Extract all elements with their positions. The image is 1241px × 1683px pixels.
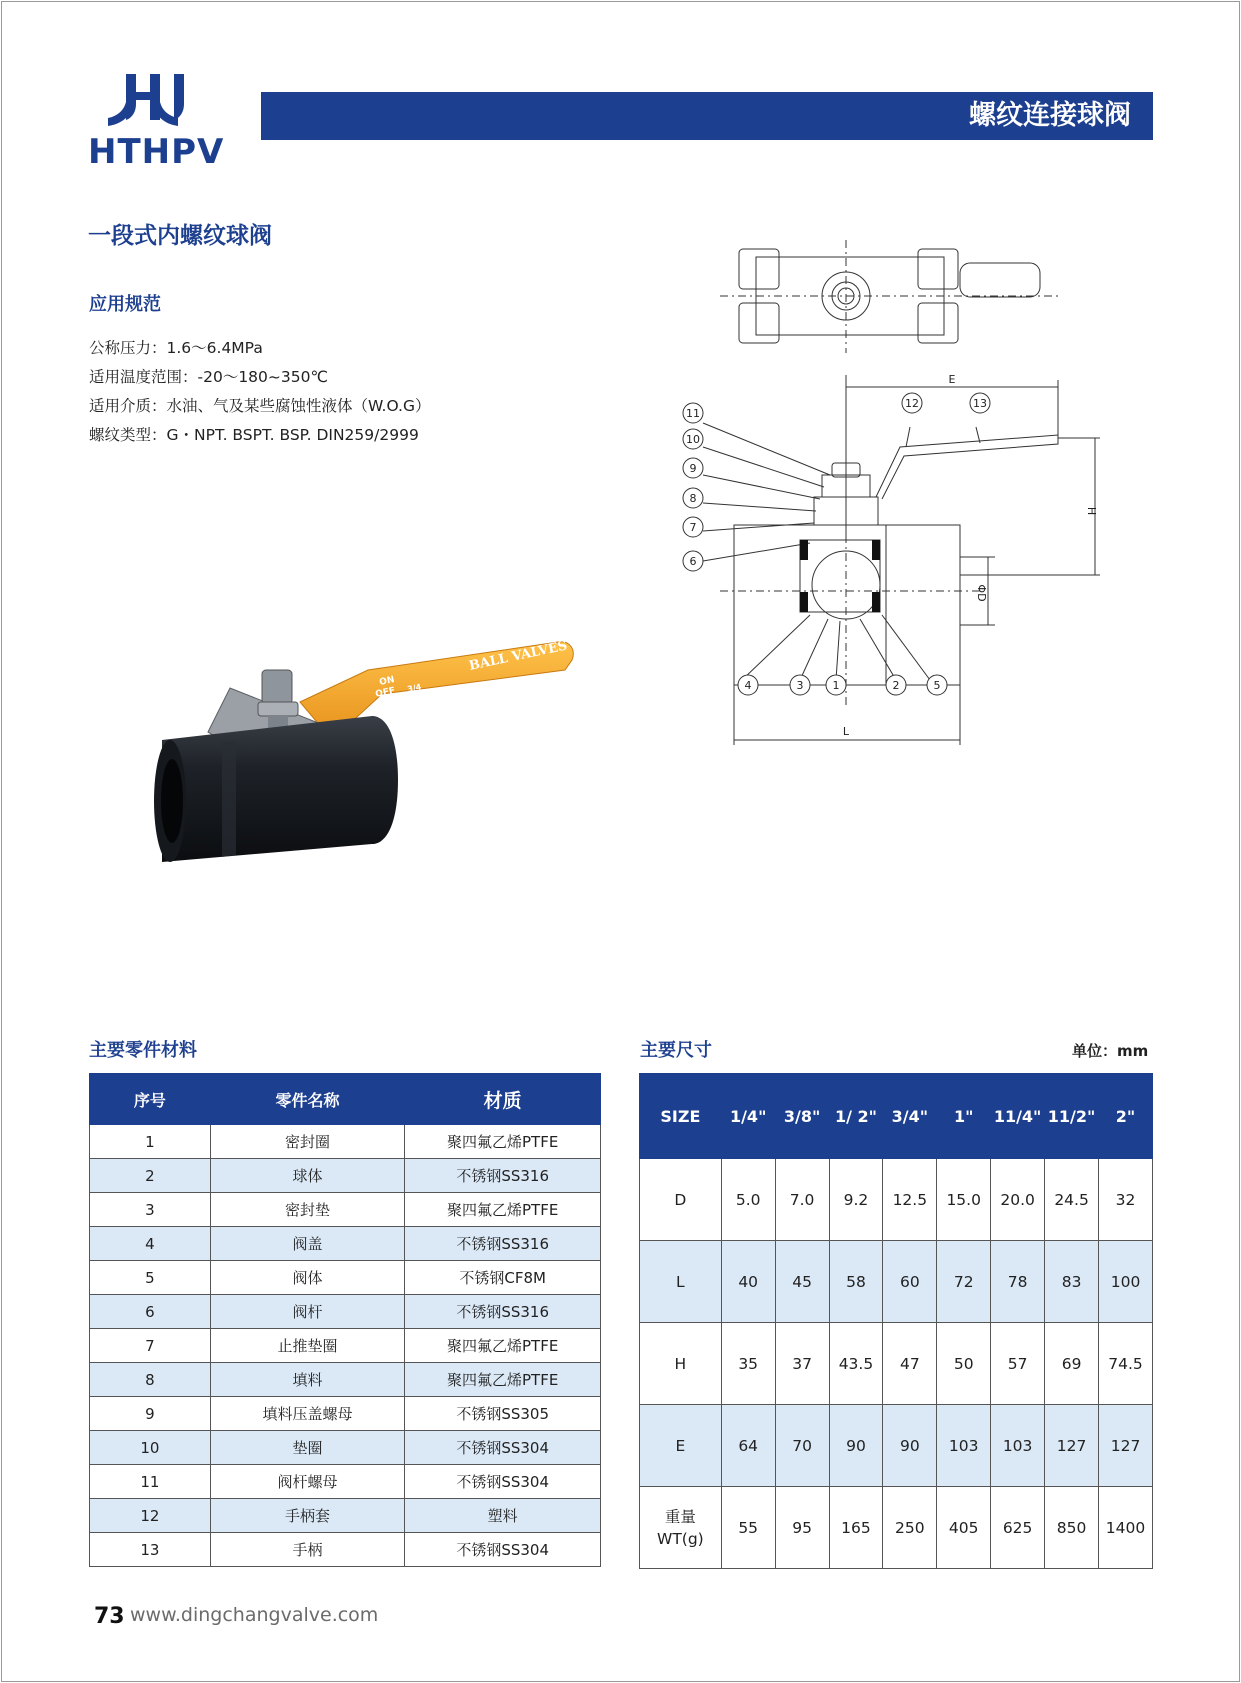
dims-header-col: 1" xyxy=(937,1074,991,1159)
callout-11 xyxy=(683,403,703,423)
spec-temperature: 适用温度范围：-20～180~350℃ xyxy=(89,368,328,386)
callout-9 xyxy=(683,458,703,478)
svg-text:8: 8 xyxy=(689,492,697,505)
dims-header-col: 11/2" xyxy=(1045,1074,1099,1159)
parts-header-material: 材质 xyxy=(405,1074,601,1125)
table-row: 3 密封垫 聚四氟乙烯PTFE xyxy=(90,1193,601,1227)
dim-label-d: ΦD xyxy=(975,584,988,602)
table-row: 2 球体 不锈钢SS316 xyxy=(90,1159,601,1193)
table-row: E 64 70 90 90 103 103 127 127 xyxy=(640,1405,1153,1487)
table-row: 5 阀体 不锈钢CF8M xyxy=(90,1261,601,1295)
svg-text:13: 13 xyxy=(973,397,987,410)
parts-header-name: 零件名称 xyxy=(210,1074,405,1125)
callout-10 xyxy=(683,429,703,449)
handle-mark-size: 3/4 xyxy=(406,682,423,694)
logo-text: HTHPV xyxy=(88,132,225,172)
table-row: 6 阀杆 不锈钢SS316 xyxy=(90,1295,601,1329)
callout-6 xyxy=(683,551,703,571)
svg-text:4: 4 xyxy=(744,679,752,692)
svg-text:1: 1 xyxy=(832,679,840,692)
handle-mark-on: ON xyxy=(378,674,396,688)
dims-header-size: SIZE xyxy=(640,1074,722,1159)
ball-valve-photo xyxy=(150,630,630,930)
svg-text:10: 10 xyxy=(686,433,700,446)
technical-drawing xyxy=(660,235,1110,755)
svg-text:7: 7 xyxy=(689,521,697,534)
dims-heading: 主要尺寸 xyxy=(640,1040,712,1061)
spec-pressure: 公称压力：1.6～6.4MPa xyxy=(89,339,263,357)
dim-label-e: E xyxy=(948,373,956,386)
parts-heading: 主要零件材料 xyxy=(89,1040,197,1061)
dims-header-col: 3/8" xyxy=(775,1074,829,1159)
spec-medium: 适用介质：水油、气及某些腐蚀性液体（W.O.G） xyxy=(89,397,431,415)
table-row: 12 手柄套 塑料 xyxy=(90,1499,601,1533)
dimensions-table xyxy=(639,1073,1153,1569)
website-link[interactable]: www.dingchangvalve.com xyxy=(130,1604,379,1626)
table-row: 4 阀盖 不锈钢SS316 xyxy=(90,1227,601,1261)
page-number: 73 xyxy=(94,1604,125,1629)
callout-3 xyxy=(790,675,810,695)
dims-header-col: 1/ 2" xyxy=(829,1074,883,1159)
svg-text:3: 3 xyxy=(796,679,804,692)
handle-mark-off: OFF xyxy=(374,686,397,700)
dims-header-col: 11/4" xyxy=(991,1074,1045,1159)
table-row: L 40 45 58 60 72 78 83 100 xyxy=(640,1241,1153,1323)
dims-header-col: 1/4" xyxy=(721,1074,775,1159)
category-banner: 螺纹连接球阀 xyxy=(261,92,1153,140)
table-row: 8 填料 聚四氟乙烯PTFE xyxy=(90,1363,601,1397)
callout-1 xyxy=(826,675,846,695)
table-row: H 35 37 43.5 47 50 57 69 74.5 xyxy=(640,1323,1153,1405)
callout-12 xyxy=(902,393,922,413)
callout-7 xyxy=(683,517,703,537)
table-row: 11 阀杆螺母 不锈钢SS304 xyxy=(90,1465,601,1499)
table-row: 重量 WT(g) 55 95 165 250 405 625 850 1400 xyxy=(640,1487,1153,1569)
weight-label: 重量 xyxy=(664,1507,696,1526)
table-row: D 5.0 7.0 9.2 12.5 15.0 20.0 24.5 32 xyxy=(640,1159,1153,1241)
spec-list xyxy=(89,334,431,450)
svg-text:12: 12 xyxy=(905,397,919,410)
callout-13 xyxy=(970,393,990,413)
svg-text:9: 9 xyxy=(689,462,697,475)
spec-heading: 应用规范 xyxy=(89,294,161,315)
table-row: 10 垫圈 不锈钢SS304 xyxy=(90,1431,601,1465)
table-row: 7 止推垫圈 聚四氟乙烯PTFE xyxy=(90,1329,601,1363)
weight-unit-label: WT(g) xyxy=(657,1529,704,1548)
dim-label-l: L xyxy=(842,725,850,738)
parts-table xyxy=(89,1073,601,1567)
spec-thread: 螺纹类型：G・NPT. BSPT. BSP. DIN259/2999 xyxy=(89,426,419,444)
unit-label: 单位：mm xyxy=(1072,1042,1149,1060)
table-row: 1 密封圈 聚四氟乙烯PTFE xyxy=(90,1125,601,1159)
svg-text:2: 2 xyxy=(892,679,900,692)
dims-header-col: 2" xyxy=(1099,1074,1153,1159)
table-row: 9 填料压盖螺母 不锈钢SS305 xyxy=(90,1397,601,1431)
svg-text:5: 5 xyxy=(933,679,941,692)
callout-5 xyxy=(927,675,947,695)
dims-header-col: 3/4" xyxy=(883,1074,937,1159)
dim-label-h: H xyxy=(1085,506,1098,516)
svg-text:11: 11 xyxy=(686,407,700,420)
callout-2 xyxy=(886,675,906,695)
product-title: 一段式内螺纹球阀 xyxy=(88,223,272,249)
svg-text:6: 6 xyxy=(689,555,697,568)
callout-8 xyxy=(683,488,703,508)
handle-label: BALL VALVES xyxy=(467,638,569,674)
table-row: 13 手柄 不锈钢SS304 xyxy=(90,1533,601,1567)
parts-header-no: 序号 xyxy=(90,1074,211,1125)
callout-4 xyxy=(738,675,758,695)
